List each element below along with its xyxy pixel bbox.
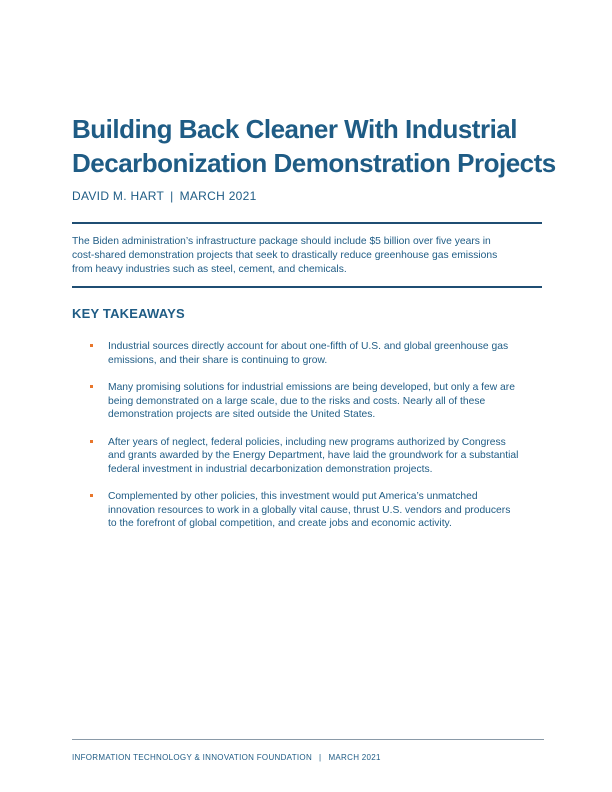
takeaway-line: Many promising solutions for industrial emissions are being developed, but only a few are xyxy=(108,382,515,393)
footer-separator: | xyxy=(319,753,322,762)
title-line-1: Building Back Cleaner With Industrial xyxy=(72,114,517,144)
takeaway-line: federal investment in industrial decarbonization demonstration projects. xyxy=(108,463,433,475)
summary-line: from heavy industries such as steel, cement, and chemicals. xyxy=(72,264,347,275)
title-line-2: Decarbonization Demonstration Projects xyxy=(72,148,556,178)
takeaway-line: demonstration projects are sited outside the United States. xyxy=(108,409,376,420)
takeaway-line: to the forefront of global competition, and create jobs and economic activity. xyxy=(108,518,452,529)
takeaway-item xyxy=(88,490,558,531)
square-bullet-icon xyxy=(90,440,93,443)
page-footer xyxy=(72,753,381,762)
footer-date: MARCH 2021 xyxy=(328,753,381,762)
takeaway-line: After years of neglect, federal policies, including new programs authorized by Congress xyxy=(108,436,506,448)
summary-bottom-rule xyxy=(72,286,542,288)
square-bullet-icon xyxy=(90,494,93,497)
summary-line: cost-shared demonstration projects that seek to drastically reduce greenhouse gas emissions xyxy=(72,250,498,261)
square-bullet-icon xyxy=(90,344,93,347)
summary-top-rule xyxy=(72,222,542,224)
square-bullet-icon xyxy=(90,385,93,388)
takeaways-list xyxy=(88,340,558,531)
summary-line: The Biden administration’s infrastructure package should include $5 billion over five years in xyxy=(72,236,491,247)
byline-separator: | xyxy=(170,189,174,203)
document-title xyxy=(72,112,556,180)
takeaway-item xyxy=(88,381,558,422)
takeaway-line: emissions, and their share is continuing to grow. xyxy=(108,354,328,366)
takeaway-line: being demonstrated on a large scale, due to the risks and costs. Nearly all of these xyxy=(108,395,486,407)
footer-organization: INFORMATION TECHNOLOGY & INNOVATION FOUNDATION xyxy=(72,753,313,762)
takeaway-line: and grants awarded by the Energy Department, have laid the groundwork for a substantial xyxy=(108,450,519,461)
takeaway-line: Industrial sources directly account for about one-fifth of U.S. and global greenhouse gas xyxy=(108,341,509,352)
author-name: DAVID M. HART xyxy=(72,189,165,203)
summary-paragraph xyxy=(72,235,542,277)
byline xyxy=(72,189,257,203)
takeaway-item xyxy=(88,340,558,367)
takeaway-line: Complemented by other policies, this investment would put America’s unmatched xyxy=(108,491,478,502)
footer-rule xyxy=(72,739,544,740)
takeaway-line: innovation resources to work in a globally vital cause, thrust U.S. vendors and producers xyxy=(108,504,511,516)
takeaway-item xyxy=(88,436,558,477)
publication-date: MARCH 2021 xyxy=(179,189,257,203)
key-takeaways-heading: KEY TAKEAWAYS xyxy=(72,306,185,321)
